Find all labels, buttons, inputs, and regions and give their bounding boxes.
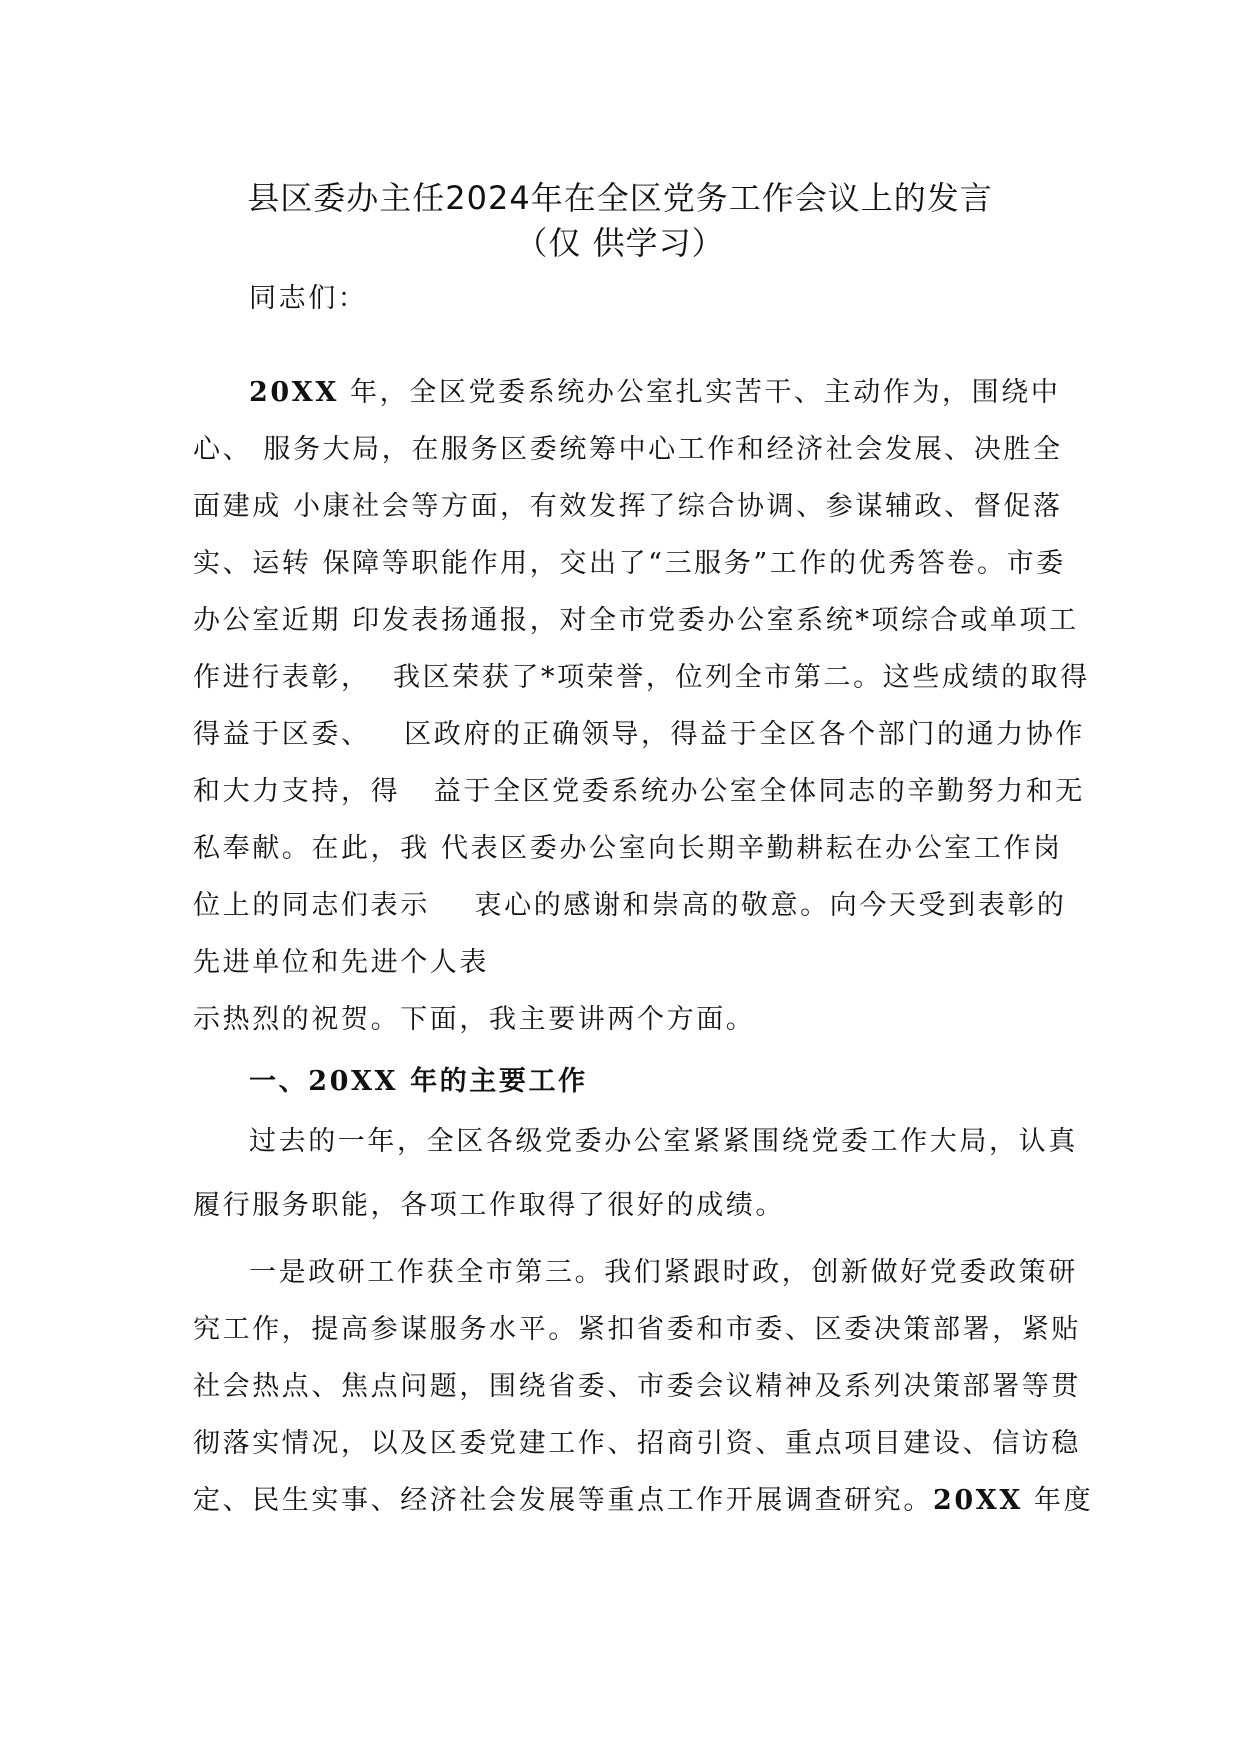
para3-line: 社会热点、焦点问题，围绕省委、市委会议精神及系列决策部署等贯 [193,1371,1081,1402]
year-bold: 20XX [933,1485,1023,1516]
para1-line: 先进单位和先进个人表 [193,947,489,978]
para2-line: 履行服务职能，各项工作取得了很好的成绩。 [193,1190,785,1221]
section-heading: 一、20XX 年的主要工作 [249,1066,588,1097]
para1-line: 实、运转 保障等职能作用，交出了“三服务”工作的优秀答卷。市委 [193,548,1066,579]
para1-line: 20XX 年，全区党委系统办公室扎实苦干、主动作为，围绕中 [249,377,1061,408]
para1-line: 面建成 小康社会等方面，有效发挥了综合协调、参谋辅政、督促落 [193,491,1063,522]
para3-line: 一是政研工作获全市第三。我们紧跟时政，创新做好党委政策研 [249,1257,1078,1288]
para3-line: 彻落实情况，以及区委党建工作、招商引资、重点项目建设、信访稳 [193,1428,1081,1459]
document-title: 县区委办主任2024年在全区党务工作会议上的发言 [247,179,993,217]
para2-line: 过去的一年，全区各级党委办公室紧紧围绕党委工作大局，认真 [249,1126,1078,1157]
salutation: 同志们： [249,283,368,314]
para1-line: 作进行表彰， 我区荣获了*项荣誉，位列全市第二。这些成绩的取得 [193,662,1090,693]
para3-line-text: 定、民生实事、经济社会发展等重点工作开展调查研究。20XX 年度 [193,1485,1094,1516]
para1-line: 示热烈的祝贺。下面，我主要讲两个方面。 [193,1004,756,1035]
para1-line: 心、 服务大局，在服务区委统筹中心工作和经济社会发展、决胜全 [193,434,1063,465]
para3-line: 究工作，提高参谋服务水平。紧扣省委和市委、区委决策部署，紧贴 [193,1314,1081,1345]
document-subtitle: （仅 供学习） [515,224,725,262]
para1-line-rest: 年，全区党委系统办公室扎实苦干、主动作为，围绕中 [338,377,1061,408]
para1-line: 得益于区委、 区政府的正确领导，得益于全区各个部门的通力协作 [193,719,1085,750]
para1-line: 办公室近期 印发表扬通报，对全市党委办公室系统*项综合或单项工 [193,605,1079,636]
para1-line: 私奉献。在此，我 代表区委办公室向长期辛勤耕耘在办公室工作岗 [193,833,1063,864]
para1-line: 和大力支持，得 益于全区党委系统办公室全体同志的辛勤努力和无 [193,776,1085,807]
para1-line: 位上的同志们表示 衷心的感谢和崇高的敬意。向今天受到表彰的 [193,890,1067,921]
para3-line [193,1487,1093,1514]
